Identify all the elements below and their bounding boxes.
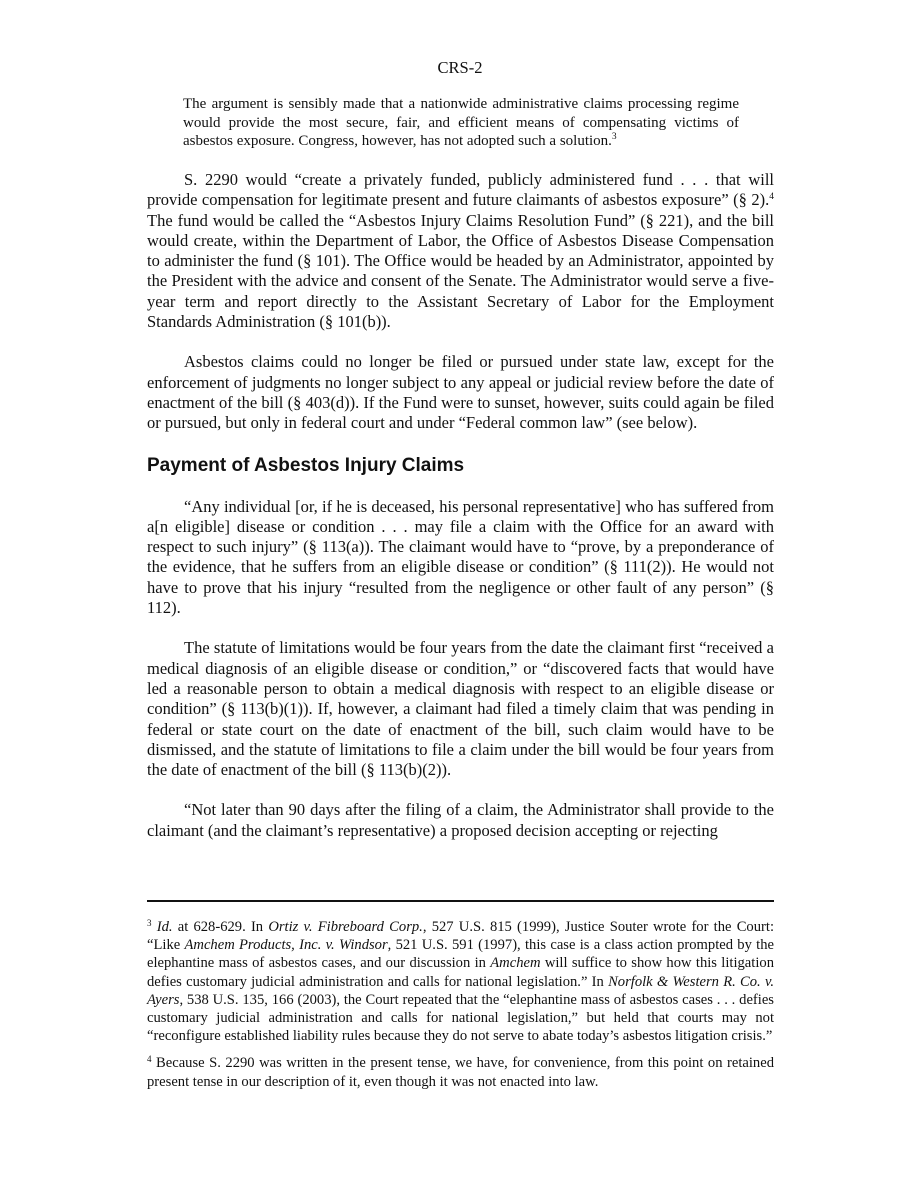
footnote-3-text-5: , 538 U.S. 135, 166 (2003), the Court repeated that the “elephantine mass of asbestos cases . . . defies customary judicial administration and calls for national legislation,” but held that courts may not “reconfigure established liability rules because they do not serve to abate today’s asbestos litigation crisis.” bbox=[147, 991, 774, 1045]
footnote-3-text-1: at 628-629. In bbox=[172, 919, 269, 935]
footnote-4 bbox=[147, 1054, 774, 1090]
footnote-3-text-3: , 521 U.S. 591 (1997), this case is a class action prompted by the elephantine mass of asbestos cases, and our discussion in bbox=[147, 937, 775, 972]
case-name-ortiz: Ortiz v. Fibreboard Corp. bbox=[268, 919, 423, 935]
footnote-separator bbox=[147, 900, 774, 902]
case-name-amchem-products: Amchem Products, Inc. v. Windsor bbox=[184, 937, 388, 954]
block-quote bbox=[183, 95, 739, 151]
body-text bbox=[147, 170, 774, 861]
footnote-number-4: 4 bbox=[147, 1054, 152, 1065]
footnote-ref-3: 3 bbox=[611, 132, 617, 142]
paragraph-5: “Not later than 90 days after the filing of a claim, the Administrator shall provide to the claimant (and the claimant’s representative) a proposed decision accepting or rejecting bbox=[147, 800, 774, 840]
paragraph-1 bbox=[147, 170, 774, 332]
footnote-number-3: 3 bbox=[147, 918, 152, 928]
paragraph-2: Asbestos claims could no longer be filed or pursued under state law, except for the enforcement of judgments no longer subject to any appeal or judicial review before the date of enactment of the bill (§ 403(d)). If the Fund were to sunset, however, suits could again be filed or pursued, but only in federal court and under “Federal common law” (see below). bbox=[147, 352, 774, 433]
footnote-3 bbox=[147, 918, 774, 1045]
case-name-amchem: Amchem bbox=[490, 955, 541, 972]
case-name-norfolk: Norfolk & Western R. Co. v. Ayers bbox=[147, 973, 774, 1008]
footnote-3-text-4: will suffice to show how this litigation defies customary judicial administration and calls for national legislation.” In bbox=[147, 955, 774, 990]
footnote-ref-4: 4 bbox=[769, 192, 774, 203]
paragraph-1-part-a: S. 2290 would “create a privately funded, publicly administered fund . . . that will provide compensation for legitimate present and future claimants of asbestos exposure” (§ 2). bbox=[147, 170, 774, 210]
paragraph-1-part-b: The fund would be called the “Asbestos Injury Claims Resolution Fund” (§ 221), and the bill would create, within the Department of Labor, the Office of Asbestos Disease Compensation to administer the fund (§ 101). The Office would be headed by an Administrator, appointed by the President with the advice and consent of the Senate. The Administrator would serve a five-year term and report directly to the Assistant Secretary of Labor for the Employment Standards Administration (§ 101(b)). bbox=[147, 210, 774, 332]
block-quote-text: The argument is sensibly made that a nationwide administrative claims processing regime would provide the most secure, fair, and efficient means of compensating victims of asbestos exposure. Congress, however, has not adopted such a solution. bbox=[183, 96, 739, 149]
footnotes bbox=[147, 918, 774, 1100]
section-heading: Payment of Asbestos Injury Claims bbox=[147, 454, 465, 476]
paragraph-4: The statute of limitations would be four years from the date the claimant first “received a medical diagnosis of an eligible disease or condition,” or “discovered facts that would have led a reasonable person to obtain a medical diagnosis with respect to an eligible disease or condition” (§ 113(b)(1)). If, however, a claimant had filed a timely claim that was pending in federal or state court on the date of enactment of the bill, such claim would have to be dismissed, and the statute of limitations to file a claim under the bill would be four years from the date of enactment of the bill (§ 113(b)(2)). bbox=[147, 638, 774, 780]
paragraph-3: “Any individual [or, if he is deceased, his personal representative] who has suffered from a[n eligible] disease or condition . . . may file a claim with the Office for an award with respect to such injury” (§ 113(a)). The claimant would have to “prove, by a preponderance of the evidence, that he suffers from an eligible disease or condition” (§ 111(2)). He would not have to prove that his injury “resulted from the negligence or other fault of any person” (§ 112). bbox=[147, 496, 774, 618]
footnote-3-text-2: , 527 U.S. 815 (1999), Justice Souter wrote for the Court: “Like bbox=[147, 919, 774, 954]
citation-id: Id. bbox=[156, 919, 173, 935]
page-header: CRS-2 bbox=[437, 58, 483, 77]
footnote-4-text: Because S. 2290 was written in the present tense, we have, for convenience, from this point on retained present tense in our description of it, even though it was not enacted into law. bbox=[147, 1055, 774, 1090]
